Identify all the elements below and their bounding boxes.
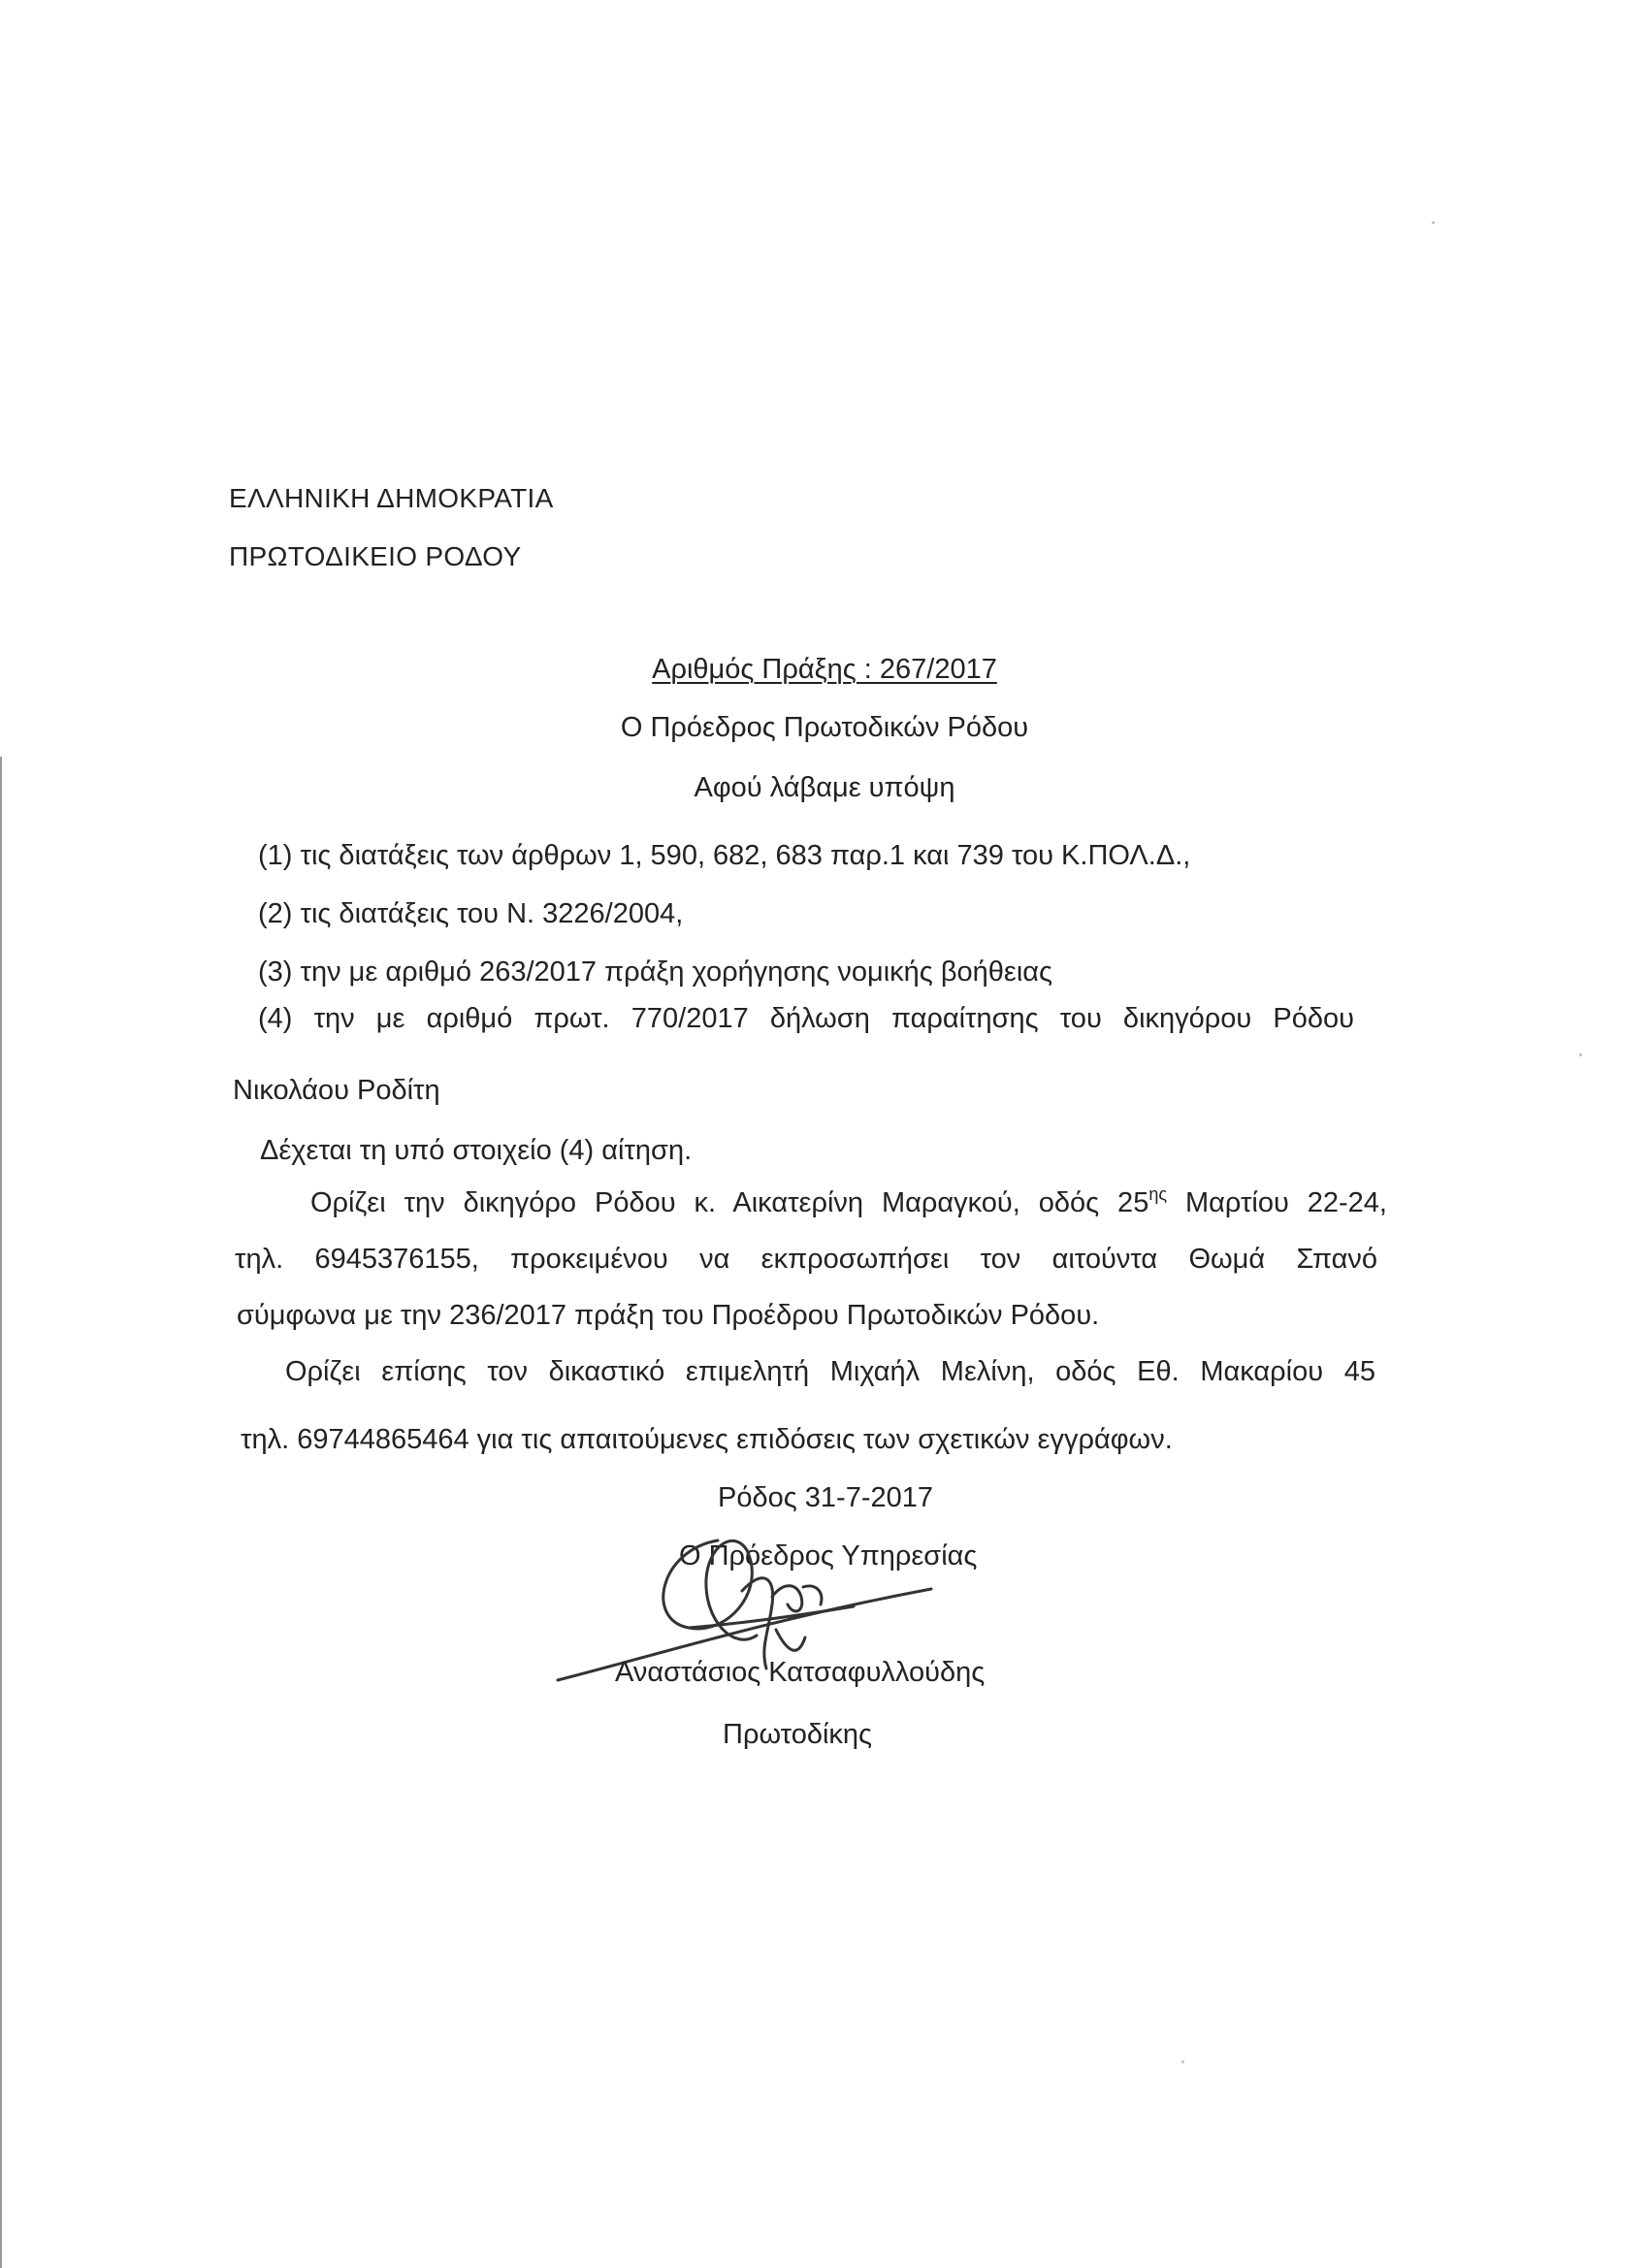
appoint-bailiff-line: Ορίζει επίσης τον δικαστικό επιμελητή Μιχαήλ Μελίνη, οδός Εθ. Μακαρίου 45 <box>285 1356 1375 1387</box>
act-issuer: Ο Πρόεδρος Πρωτοδικών Ρόδου <box>620 712 1029 743</box>
act-number <box>0 656 1649 684</box>
header-country: ΕΛΛΗΝΙΚΗ ΔΗΜΟΚΡΑΤΙΑ <box>229 483 554 513</box>
appoint-lawyer-line <box>310 1184 1387 1218</box>
consideration-item-continuation: Νικολάου Ροδίτη <box>233 1075 440 1106</box>
decision-accepts: Δέχεται τη υπό στοιχείο (4) αίτηση. <box>260 1135 693 1166</box>
consideration-item: (4) την με αριθμό πρωτ. 770/2017 δήλωση παραίτησης του δικηγόρου Ρόδου <box>258 1003 1354 1034</box>
consideration-item: (3) την με αριθμό 263/2017 πράξη χορήγησης νομικής βοήθειας <box>258 956 1053 988</box>
place-date: Ρόδος 31-7-2017 <box>718 1482 933 1513</box>
signer-role: Ο Πρόεδρος Υπηρεσίας <box>679 1540 978 1571</box>
act-number-text: Αριθμός Πράξης : 267/2017 <box>652 654 997 685</box>
consideration-item: (1) τις διατάξεις των άρθρων 1, 590, 682, 683 παρ.1 και 739 του Κ.ΠΟΛ.Δ., <box>258 840 1191 871</box>
scan-speck <box>1579 1053 1582 1056</box>
ordinal-suffix: ης <box>1148 1184 1168 1204</box>
appoint-bailiff-line: τηλ. 69744865464 για τις απαιτούμενες επιδόσεις των σχετικών εγγράφων. <box>241 1424 1173 1455</box>
scan-speck <box>1181 2060 1184 2063</box>
appoint-lawyer-text: Ορίζει την δικηγόρο Ρόδου κ. Αικατερίνη Μαραγκού, οδός 25 <box>310 1187 1149 1218</box>
signatory-title: Πρωτοδίκης <box>723 1719 873 1750</box>
scan-left-edge <box>0 757 2 2268</box>
appoint-lawyer-line: τηλ. 6945376155, προκειμένου να εκπροσωπήσει τον αιτούντα Θωμά Σπανό <box>235 1244 1377 1275</box>
appoint-lawyer-line: σύμφωνα με την 236/2017 πράξη του Προέδρου Πρωτοδικών Ρόδου. <box>237 1300 1100 1331</box>
scan-speck <box>1432 221 1435 224</box>
appoint-lawyer-text: Μαρτίου 22-24, <box>1167 1187 1387 1218</box>
considering-heading: Αφού λάβαμε υπόψη <box>694 772 955 803</box>
header-court: ΠΡΩΤΟΔΙΚΕΙΟ ΡΟΔΟΥ <box>229 541 522 571</box>
signatory-name: Αναστάσιος Κατσαφυλλούδης <box>615 1657 986 1688</box>
consideration-item: (2) τις διατάξεις του Ν. 3226/2004, <box>258 898 684 929</box>
